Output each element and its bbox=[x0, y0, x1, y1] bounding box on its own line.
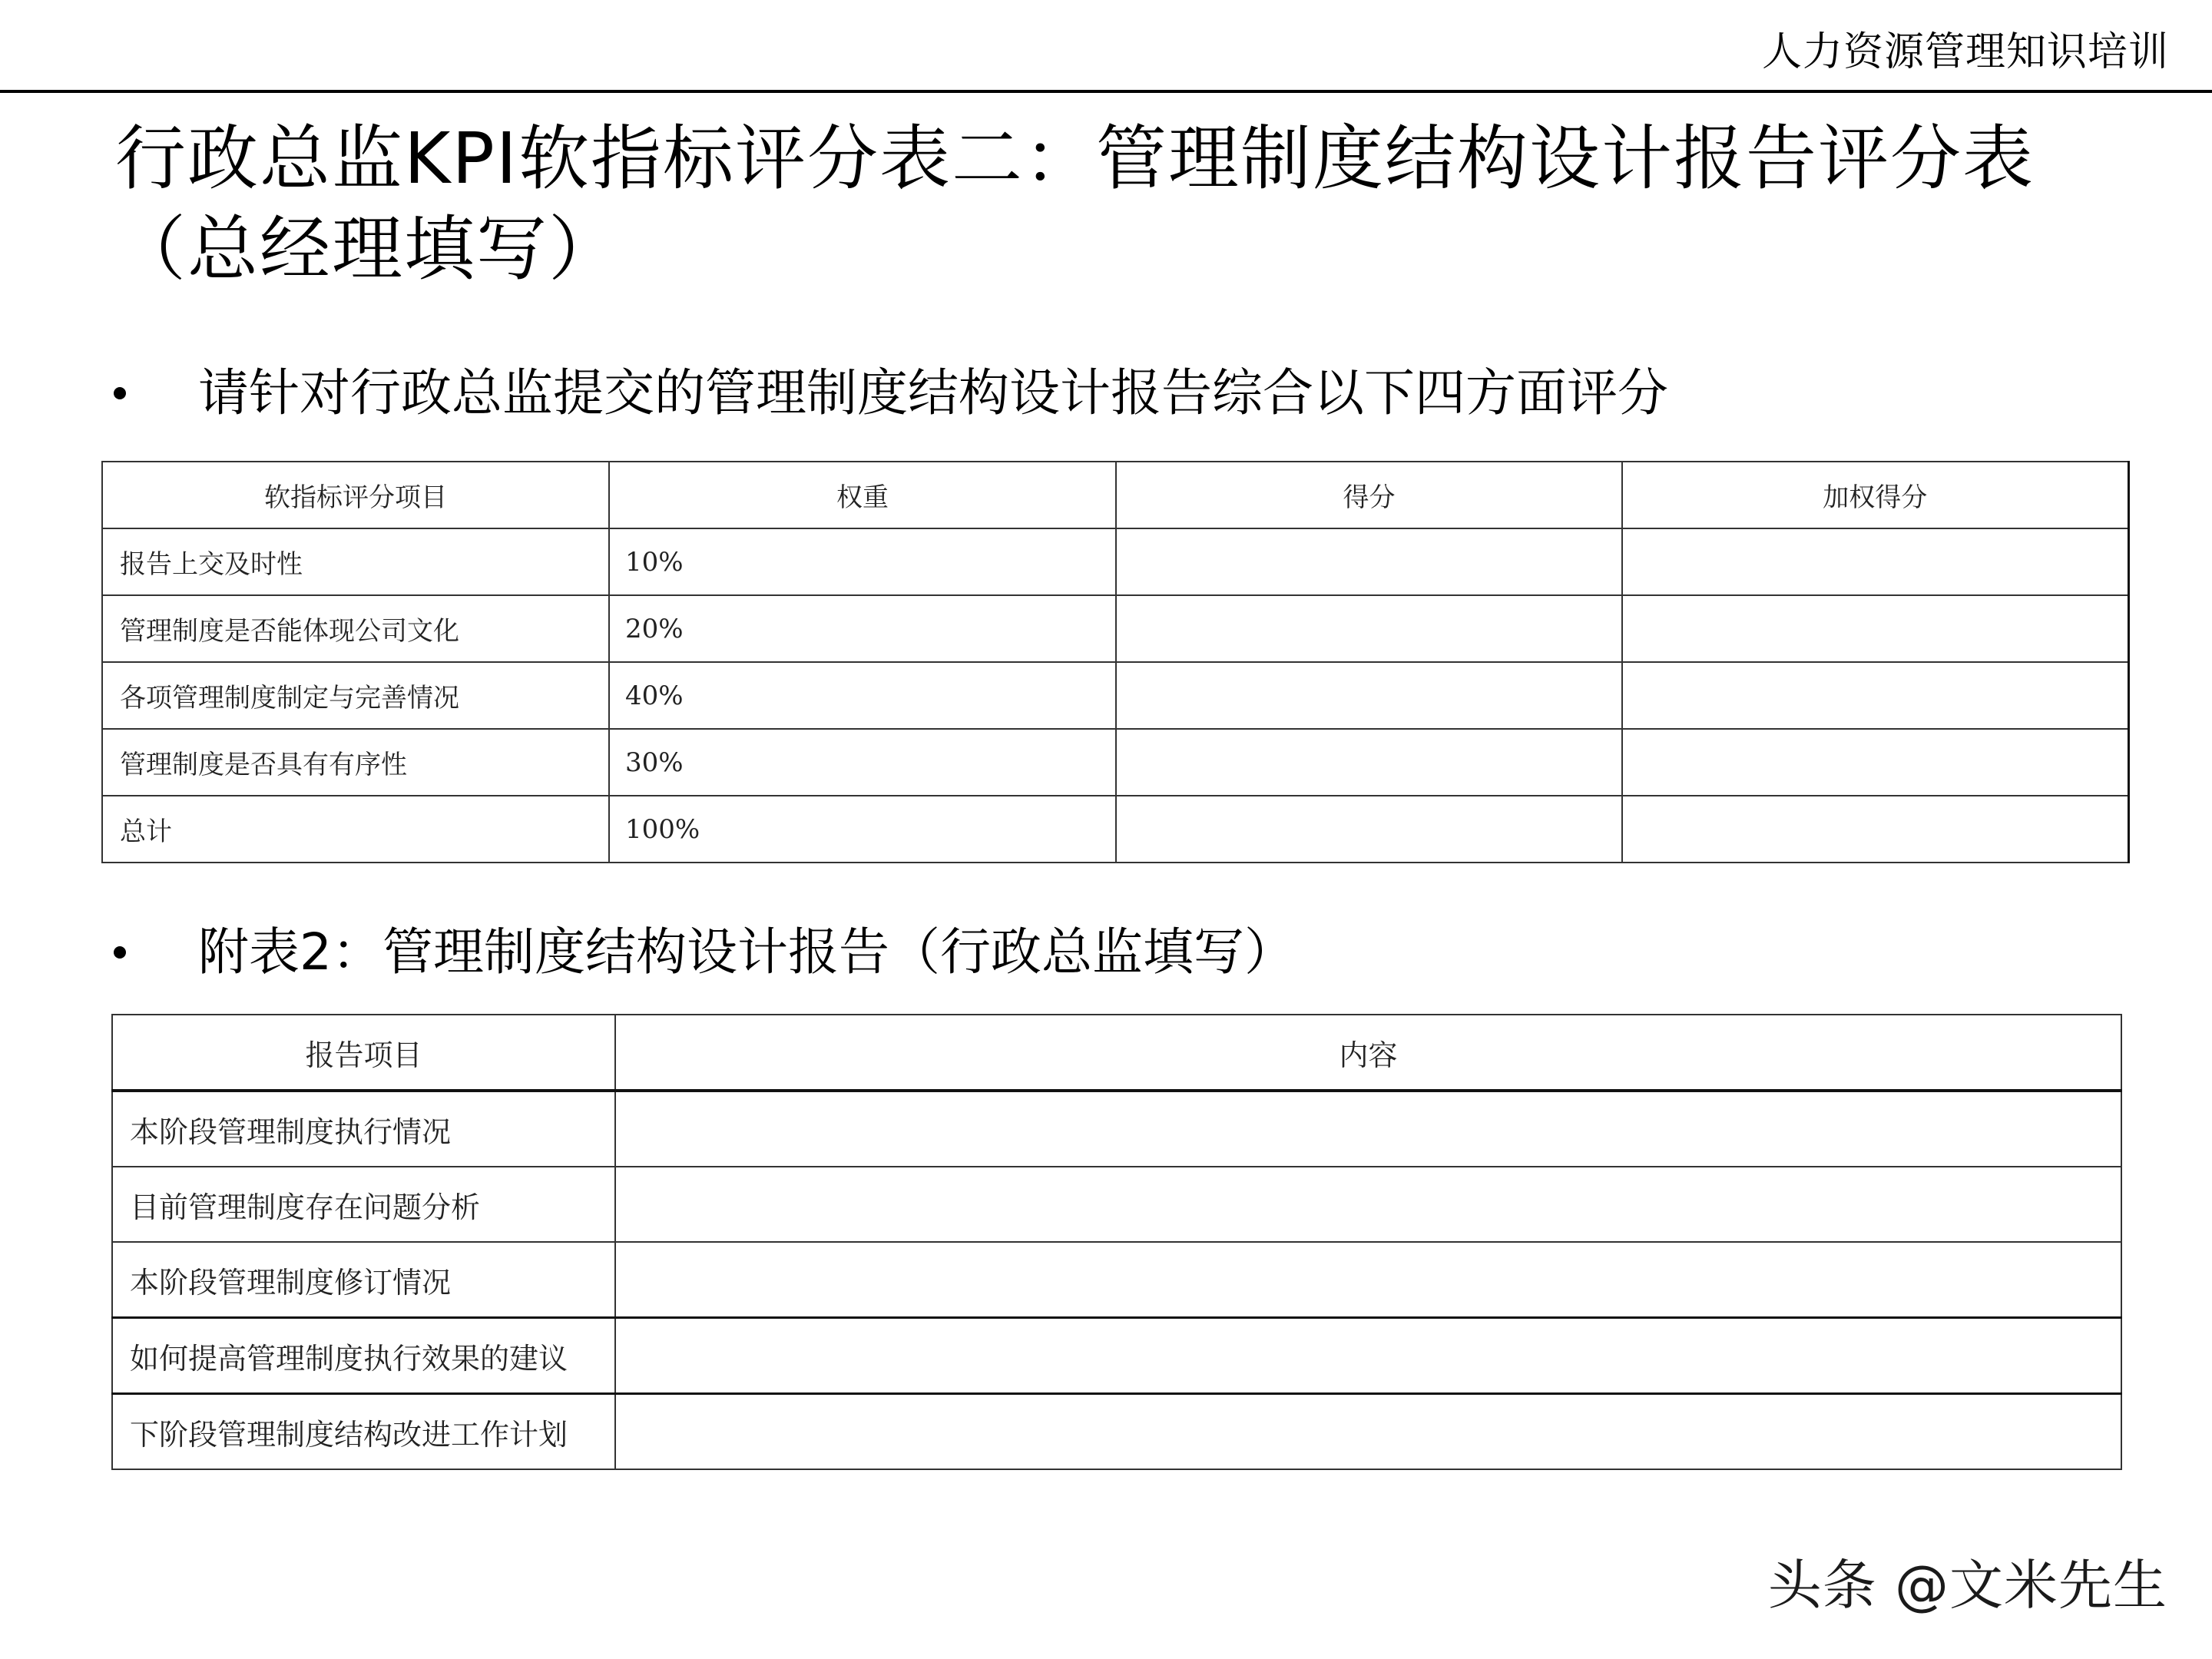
row-content-cell[interactable] bbox=[615, 1394, 2121, 1470]
section2-bullet bbox=[114, 922, 1295, 983]
row-weighted-score-cell[interactable] bbox=[1622, 796, 2128, 863]
row-score-cell[interactable] bbox=[1116, 729, 1622, 796]
col-header-item: 软指标评分项目 bbox=[102, 462, 609, 528]
table-row bbox=[112, 1318, 2121, 1394]
table-row bbox=[102, 662, 2128, 729]
row-weighted-score-cell[interactable] bbox=[1622, 528, 2128, 595]
col-header-weight: 权重 bbox=[609, 462, 1116, 528]
section2-bullet-text: 附表2：管理制度结构设计报告（行政总监填写） bbox=[198, 922, 1295, 982]
col-header-content: 内容 bbox=[615, 1015, 2121, 1091]
page-title bbox=[115, 114, 2189, 295]
table-row bbox=[102, 528, 2128, 595]
row-item: 总计 bbox=[102, 796, 609, 863]
table-header-row bbox=[112, 1015, 2121, 1091]
header-title: 人力资源管理知识培训 bbox=[1761, 29, 2169, 75]
row-score-cell[interactable] bbox=[1116, 595, 1622, 662]
col-header-report-item: 报告项目 bbox=[112, 1015, 615, 1091]
row-weight: 100% bbox=[609, 796, 1116, 863]
row-weighted-score-cell[interactable] bbox=[1622, 662, 2128, 729]
row-weight: 10% bbox=[609, 528, 1116, 595]
page-title-line-1: 行政总监KPI软指标评分表二：管理制度结构设计报告评分表 bbox=[115, 118, 2035, 200]
row-weight: 40% bbox=[609, 662, 1116, 729]
row-report-item: 如何提高管理制度执行效果的建议 bbox=[112, 1318, 615, 1394]
table-row bbox=[102, 729, 2128, 796]
row-item: 管理制度是否能体现公司文化 bbox=[102, 595, 609, 662]
row-weight: 20% bbox=[609, 595, 1116, 662]
row-item: 报告上交及时性 bbox=[102, 528, 609, 595]
watermark: 头条 @文米先生 bbox=[1767, 1554, 2167, 1617]
bullet-dot-icon bbox=[114, 387, 126, 399]
col-header-weighted-score: 加权得分 bbox=[1622, 462, 2128, 528]
header-divider bbox=[0, 90, 2212, 93]
row-score-cell[interactable] bbox=[1116, 796, 1622, 863]
row-report-item: 目前管理制度存在问题分析 bbox=[112, 1167, 615, 1242]
table-row bbox=[112, 1091, 2121, 1167]
row-score-cell[interactable] bbox=[1116, 528, 1622, 595]
row-report-item: 本阶段管理制度修订情况 bbox=[112, 1242, 615, 1318]
row-content-cell[interactable] bbox=[615, 1091, 2121, 1167]
section1-bullet-text: 请针对行政总监提交的管理制度结构设计报告综合以下四方面评分 bbox=[198, 363, 1668, 422]
row-item: 管理制度是否具有有序性 bbox=[102, 729, 609, 796]
table-row bbox=[102, 595, 2128, 662]
row-weighted-score-cell[interactable] bbox=[1622, 729, 2128, 796]
row-weight: 30% bbox=[609, 729, 1116, 796]
table-row-total bbox=[102, 796, 2128, 863]
report-table bbox=[111, 1014, 2122, 1470]
row-item: 各项管理制度制定与完善情况 bbox=[102, 662, 609, 729]
row-score-cell[interactable] bbox=[1116, 662, 1622, 729]
table-header-row bbox=[102, 462, 2128, 528]
col-header-score: 得分 bbox=[1116, 462, 1622, 528]
row-content-cell[interactable] bbox=[615, 1318, 2121, 1394]
bullet-dot-icon bbox=[114, 946, 126, 959]
row-report-item: 本阶段管理制度执行情况 bbox=[112, 1091, 615, 1167]
row-content-cell[interactable] bbox=[615, 1242, 2121, 1318]
row-weighted-score-cell[interactable] bbox=[1622, 595, 2128, 662]
page-title-line-2: （总经理填写） bbox=[115, 208, 621, 290]
table-row bbox=[112, 1167, 2121, 1242]
table-row bbox=[112, 1394, 2121, 1470]
row-report-item: 下阶段管理制度结构改进工作计划 bbox=[112, 1394, 615, 1470]
section1-bullet bbox=[114, 363, 1668, 424]
row-content-cell[interactable] bbox=[615, 1167, 2121, 1242]
kpi-score-table bbox=[101, 461, 2130, 863]
table-row bbox=[112, 1242, 2121, 1318]
